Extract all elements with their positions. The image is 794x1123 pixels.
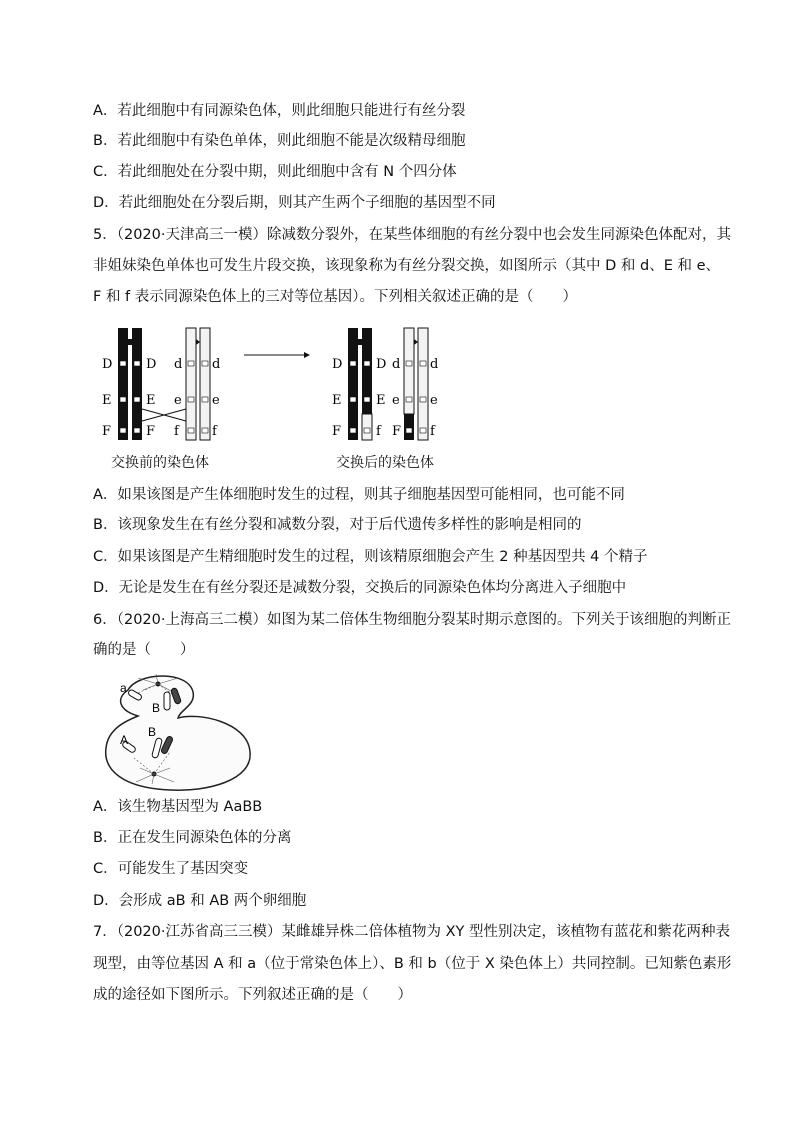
gene-label-E-after-right: E [376,393,386,408]
q5-option-a: A．如果该图是产生体细胞时发生的过程，则其子细胞基因型可能相同，也可能不同 [93,487,625,503]
gene-label-f-after-right: f [430,424,435,439]
q5-chromosome-figure [98,325,448,450]
allele-label-B-lower: B [148,725,157,739]
gene-label-d-left: d [174,357,183,372]
caption-before-exchange: 交换前的染色体 [111,455,209,471]
gene-label-f-right: f [212,424,217,439]
gene-label-F-after-left: F [332,424,342,439]
gene-label-F-after-mid: F [392,424,402,439]
q4-option-d: D．若此细胞处在分裂后期，则其产生两个子细胞的基因型不同 [93,195,496,211]
gene-label-f-left: f [174,424,179,439]
gene-label-e-left: e [174,393,182,408]
q7-stem-line-3: 成的途径如下图所示。下列叙述正确的是（ ） [93,987,412,1003]
gene-label-e-after-right: e [430,393,438,408]
chromosome-black-before [118,328,142,440]
q4-option-a: A．若此细胞中有同源染色体，则此细胞只能进行有丝分裂 [93,103,466,119]
gene-label-E-right: E [146,393,156,408]
q6-option-c: C．可能发生了基因突变 [93,861,249,877]
gene-label-d-after-right: d [430,357,439,372]
q6-option-d: D．会形成 aB 和 AB 两个卵细胞 [93,893,307,909]
allele-label-A: A [120,733,129,747]
gene-label-e-right: e [212,393,220,408]
q6-cell-division-figure [98,670,268,795]
q7-stem-line-2: 现型，由等位基因 A 和 a（位于常染色体上）、B 和 b（位于 X 染色体上）共同控制。已知紫色素形 [93,956,732,972]
q5-option-d: D．无论是发生在有丝分裂还是减数分裂，交换后的同源染色体均分离进入子细胞中 [93,580,627,596]
q5-stem-line-1: 5．（2020·天津高三一模）除减数分裂外，在某些体细胞的有丝分裂中也会发生同源染色体配对，其 [93,227,731,243]
gene-label-F-left: F [102,424,112,439]
q4-option-b: B．若此细胞中有染色单体，则此细胞不能是次级精母细胞 [93,133,466,149]
q6-option-b: B．正在发生同源染色体的分离 [93,830,292,846]
gene-label-f-after-mid: f [376,424,381,439]
q6-stem-line-1: 6．（2020·上海高三二模）如图为某二倍体生物细胞分裂某时期示意图的。下列关于该细胞的判断正 [93,612,731,628]
q5-stem-line-3: F 和 f 表示同源染色体上的三对等位基因）。下列相关叙述正确的是（ ） [93,289,578,305]
q5-option-c: C．如果该图是产生精细胞时发生的过程，则该精原细胞会产生 2 种基因型共 4 个精子 [93,549,648,565]
allele-label-B-upper: B [152,701,161,715]
caption-after-exchange: 交换后的染色体 [336,455,434,471]
gene-label-E-after-left: E [332,393,342,408]
q7-stem-line-1: 7．（2020·江苏省高三三模）某雌雄异株二倍体植物为 XY 型性别决定，该植物有蓝花和紫花两种表 [93,924,730,940]
gene-label-d-after-left: d [392,357,401,372]
q4-option-c: C．若此细胞处在分裂中期，则此细胞中含有 N 个四分体 [93,164,457,180]
chromosome-white-before [186,328,210,440]
chromosome-black-after [348,328,372,440]
gene-label-F-right: F [146,424,156,439]
q5-stem-line-2: 非姐妹染色单体也可发生片段交换，该现象称为有丝分裂交换，如图所示（其中 D 和 d、E 和 e、 [93,258,720,274]
gene-label-E-left: E [102,393,112,408]
allele-label-a: a [120,681,127,695]
q6-option-a: A．该生物基因型为 AaBB [93,799,263,815]
gene-label-e-after-left: e [392,393,400,408]
q5-option-b: B．该现象发生在有丝分裂和减数分裂，对于后代遗传多样性的影响是相同的 [93,517,582,533]
gene-label-D-left: D [102,357,113,372]
gene-label-d-right: d [212,357,221,372]
chromosome-white-after [404,328,428,440]
q6-stem-line-2: 确的是（ ） [93,642,195,658]
gene-label-D-after-left: D [332,357,343,372]
gene-label-D-after-right: D [376,357,387,372]
gene-label-D-right: D [146,357,157,372]
